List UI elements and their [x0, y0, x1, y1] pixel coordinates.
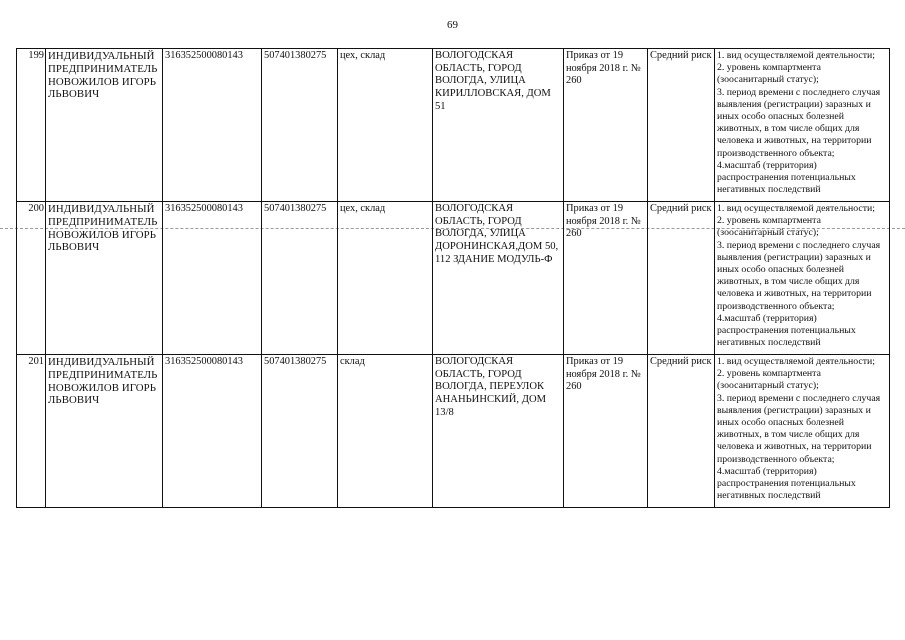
inn-cell: 507401380275 — [262, 355, 338, 508]
registry-table — [16, 48, 890, 508]
entity-name — [46, 355, 163, 508]
criteria-line: распространения потенциальных — [717, 172, 856, 184]
criteria-line: человека и животных, на территории — [717, 441, 872, 453]
criteria-line: производственного объекта; — [717, 453, 835, 465]
criteria-line: негативных последствий — [717, 184, 821, 196]
criteria-line: негативных последствий — [717, 490, 821, 502]
entity-name-text: ИНДИВИДУАЛЬНЫЙ ПРЕДПРИНИМАТЕЛЬ НОВОЖИЛОВ ИГОРЬ ЛЬВОВИЧ — [48, 356, 158, 407]
row-number: 200 — [17, 202, 46, 355]
entity-name — [46, 202, 163, 355]
criteria-cell — [715, 355, 890, 508]
table-row — [17, 49, 890, 202]
criteria-cell — [715, 49, 890, 202]
criteria-line: негативных последствий — [717, 337, 821, 349]
criteria-line: 4.масштаб (территория) — [717, 312, 817, 324]
criteria-line: выявления (регистрации) заразных и — [717, 404, 871, 416]
order-text: Приказ от 19 ноября 2018 г. № 260 — [566, 50, 641, 87]
ogrn-cell: 316352500080143 — [163, 202, 262, 355]
criteria-line: животных, в том числе общих для — [717, 123, 860, 135]
criteria-cell — [715, 202, 890, 355]
criteria-line: распространения потенциальных — [717, 478, 856, 490]
address-text: ВОЛОГОДСКАЯ ОБЛАСТЬ, ГОРОД ВОЛОГДА, ПЕРЕУЛОК АНАНЬИНСКИЙ, ДОМ 13/8 — [435, 356, 547, 418]
criteria-line: иных особо опасных болезней — [717, 111, 844, 123]
criteria-line: 3. период времени с последнего случая — [717, 392, 881, 404]
order-cell — [564, 355, 648, 508]
criteria-line: производственного объекта; — [717, 300, 835, 312]
criteria-line: (зоосанитарный статус); — [717, 74, 819, 86]
table-row — [17, 355, 890, 508]
object-type-cell: цех, склад — [338, 49, 433, 202]
criteria-line: иных особо опасных болезней — [717, 417, 844, 429]
criteria-line: выявления (регистрации) заразных и — [717, 98, 871, 110]
criteria-line: 1. вид осуществляемой деятельности; — [717, 356, 875, 367]
criteria-line: распространения потенциальных — [717, 325, 856, 337]
order-cell — [564, 49, 648, 202]
object-type-cell: цех, склад — [338, 202, 433, 355]
criteria-line: 1. вид осуществляемой деятельности; — [717, 50, 875, 61]
criteria-line: 1. вид осуществляемой деятельности; — [717, 203, 875, 214]
address-cell — [433, 202, 564, 355]
risk-category-cell: Средний риск — [648, 355, 715, 508]
entity-name — [46, 49, 163, 202]
order-cell — [564, 202, 648, 355]
criteria-line: выявления (регистрации) заразных и — [717, 251, 871, 263]
address-text: ВОЛОГОДСКАЯ ОБЛАСТЬ, ГОРОД ВОЛОГДА, УЛИЦА КИРИЛЛОВСКАЯ, ДОМ 51 — [435, 50, 551, 112]
criteria-line: (зоосанитарный статус); — [717, 380, 819, 392]
address-cell — [433, 355, 564, 508]
ogrn-cell: 316352500080143 — [163, 355, 262, 508]
object-type-cell: склад — [338, 355, 433, 508]
page-number: 69 — [447, 19, 458, 31]
entity-name-text: ИНДИВИДУАЛЬНЫЙ ПРЕДПРИНИМАТЕЛЬ НОВОЖИЛОВ ИГОРЬ ЛЬВОВИЧ — [48, 50, 158, 101]
ogrn-cell: 316352500080143 — [163, 49, 262, 202]
criteria-line: иных особо опасных болезней — [717, 264, 844, 276]
row-number: 201 — [17, 355, 46, 508]
address-text: ВОЛОГОДСКАЯ ОБЛАСТЬ, ГОРОД ВОЛОГДА, УЛИЦА ДОРОНИНСКАЯ,ДОМ 50, 112 ЗДАНИЕ МОДУЛЬ-Ф — [435, 203, 559, 265]
inn-cell: 507401380275 — [262, 202, 338, 355]
row-number: 199 — [17, 49, 46, 202]
criteria-line: животных, в том числе общих для — [717, 429, 860, 441]
order-text: Приказ от 19 ноября 2018 г. № 260 — [566, 356, 641, 393]
criteria-line: 2. уровень компартмента — [717, 62, 821, 74]
criteria-line: производственного объекта; — [717, 147, 835, 159]
address-cell — [433, 49, 564, 202]
criteria-line: человека и животных, на территории — [717, 135, 872, 147]
criteria-line: 4.масштаб (территория) — [717, 159, 817, 171]
order-text: Приказ от 19 ноября 2018 г. № 260 — [566, 203, 641, 240]
criteria-line: 3. период времени с последнего случая — [717, 239, 881, 251]
risk-category-cell: Средний риск — [648, 49, 715, 202]
criteria-line: 2. уровень компартмента — [717, 368, 821, 380]
criteria-line: человека и животных, на территории — [717, 288, 872, 300]
criteria-line: 4.масштаб (территория) — [717, 465, 817, 477]
criteria-line: (зоосанитарный статус); — [717, 227, 819, 239]
inn-cell: 507401380275 — [262, 49, 338, 202]
entity-name-text: ИНДИВИДУАЛЬНЫЙ ПРЕДПРИНИМАТЕЛЬ НОВОЖИЛОВ ИГОРЬ ЛЬВОВИЧ — [48, 203, 158, 254]
criteria-line: животных, в том числе общих для — [717, 276, 860, 288]
risk-category-cell: Средний риск — [648, 202, 715, 355]
table-row — [17, 202, 890, 355]
criteria-line: 3. период времени с последнего случая — [717, 86, 881, 98]
criteria-line: 2. уровень компартмента — [717, 215, 821, 227]
